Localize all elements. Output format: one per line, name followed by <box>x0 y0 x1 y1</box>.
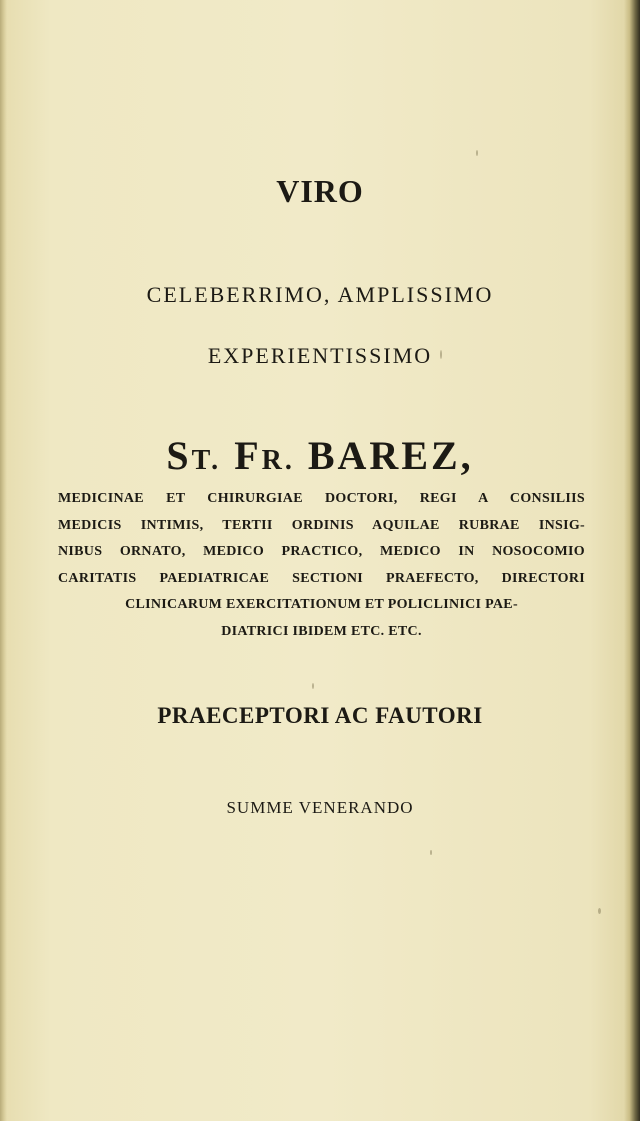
titles-line-1: MEDICINAE ET CHIRURGIAE DOCTORI, REGI A CONSILIIS <box>58 491 585 506</box>
praeceptori-line: PRAECEPTORI AC FAUTORI <box>157 703 483 728</box>
titles-line-4: CARITATIS PAEDIATRICAE SECTIONI PRAEFECTO, DIRECTORI <box>58 570 585 586</box>
paper-speck <box>476 150 478 156</box>
titles-line-2: MEDICIS INTIMIS, TERTII ORDINIS AQUILAE RUBRAE INSIG- <box>58 517 585 533</box>
name-surname: BAREZ, <box>307 433 474 478</box>
titles-line-6: DIATRICI IBIDEM ETC. ETC. <box>221 623 422 639</box>
paper-speck <box>598 908 601 914</box>
name-st-rest: T. <box>191 445 222 476</box>
page-left-edge <box>0 0 7 1121</box>
dedicatee-name <box>0 432 640 479</box>
epithet-line-1: CELEBERRIMO, AMPLISSIMO <box>146 282 494 307</box>
name-fr-rest: R. <box>261 445 295 476</box>
epithet-line-2: EXPERIENTISSIMO <box>207 343 433 368</box>
paper-speck <box>440 350 442 359</box>
page-binding-edge <box>624 0 640 1121</box>
titles-paragraph <box>58 486 585 645</box>
summe-venerando-line: SUMME VENERANDO <box>226 798 414 817</box>
paper-speck <box>430 850 432 855</box>
name-st-initial: S <box>166 433 192 478</box>
dedication-heading: VIRO <box>276 173 364 209</box>
titles-line-3: NIBUS ORNATO, MEDICO PRACTICO, MEDICO IN NOSOCOMIO <box>58 544 585 559</box>
titles-line-5: CLINICARUM EXERCITATIONUM ET POLICLINICI PAE- <box>125 597 518 612</box>
paper-speck <box>312 683 314 689</box>
name-fr-initial: F <box>234 433 262 478</box>
